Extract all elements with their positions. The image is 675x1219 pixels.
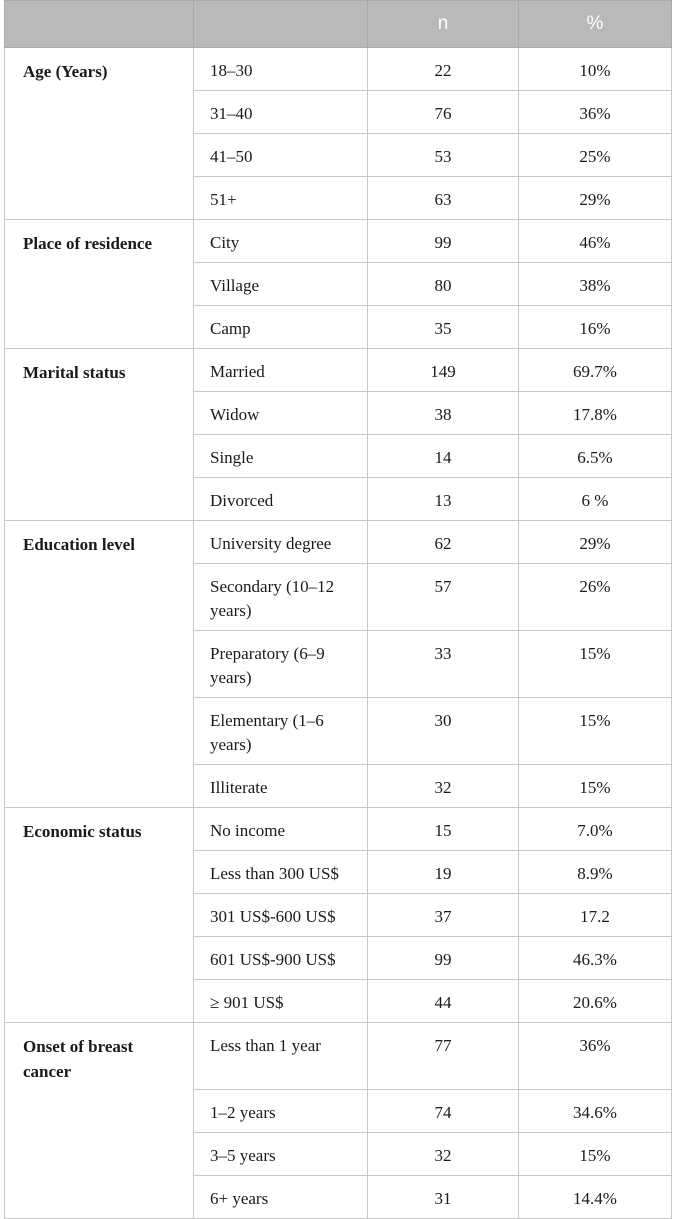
group-label: Age (Years) — [5, 48, 194, 220]
category-cell: University degree — [194, 521, 368, 564]
n-cell: 63 — [368, 177, 519, 220]
n-cell: 44 — [368, 980, 519, 1023]
percent-cell: 36% — [519, 91, 672, 134]
table-row — [5, 1023, 672, 1090]
category-cell: Divorced — [194, 478, 368, 521]
header-group — [5, 1, 194, 48]
category-cell: 601 US$-900 US$ — [194, 937, 368, 980]
header-category — [194, 1, 368, 48]
demographics-table — [4, 0, 672, 1219]
category-cell: ≥ 901 US$ — [194, 980, 368, 1023]
n-cell: 15 — [368, 808, 519, 851]
category-cell: 41–50 — [194, 134, 368, 177]
category-cell: Preparatory (6–9 years) — [194, 631, 368, 698]
n-cell: 30 — [368, 698, 519, 765]
category-cell: Less than 1 year — [194, 1023, 368, 1090]
n-cell: 19 — [368, 851, 519, 894]
table-header-row — [5, 1, 672, 48]
n-cell: 149 — [368, 349, 519, 392]
category-cell: 301 US$-600 US$ — [194, 894, 368, 937]
n-cell: 31 — [368, 1176, 519, 1219]
category-cell: Elementary (1–6 years) — [194, 698, 368, 765]
n-cell: 38 — [368, 392, 519, 435]
percent-cell: 10% — [519, 48, 672, 91]
percent-cell: 17.2 — [519, 894, 672, 937]
percent-cell: 14.4% — [519, 1176, 672, 1219]
category-cell: City — [194, 220, 368, 263]
table-row — [5, 349, 672, 392]
header-n: n — [368, 1, 519, 48]
n-cell: 53 — [368, 134, 519, 177]
table-row — [5, 808, 672, 851]
category-cell: 6+ years — [194, 1176, 368, 1219]
percent-cell: 46% — [519, 220, 672, 263]
table-row — [5, 220, 672, 263]
n-cell: 32 — [368, 765, 519, 808]
header-percent: % — [519, 1, 672, 48]
percent-cell: 15% — [519, 698, 672, 765]
percent-cell: 36% — [519, 1023, 672, 1090]
n-cell: 35 — [368, 306, 519, 349]
n-cell: 22 — [368, 48, 519, 91]
table-row — [5, 521, 672, 564]
percent-cell: 6 % — [519, 478, 672, 521]
percent-cell: 16% — [519, 306, 672, 349]
n-cell: 99 — [368, 937, 519, 980]
group-label: Onset of breast cancer — [5, 1023, 194, 1219]
percent-cell: 6.5% — [519, 435, 672, 478]
percent-cell: 38% — [519, 263, 672, 306]
category-cell: Widow — [194, 392, 368, 435]
percent-cell: 34.6% — [519, 1090, 672, 1133]
group-label: Education level — [5, 521, 194, 808]
group-label: Economic status — [5, 808, 194, 1023]
category-cell: 1–2 years — [194, 1090, 368, 1133]
n-cell: 76 — [368, 91, 519, 134]
n-cell: 13 — [368, 478, 519, 521]
category-cell: Single — [194, 435, 368, 478]
percent-cell: 29% — [519, 521, 672, 564]
percent-cell: 8.9% — [519, 851, 672, 894]
n-cell: 14 — [368, 435, 519, 478]
percent-cell: 15% — [519, 1133, 672, 1176]
group-label: Place of residence — [5, 220, 194, 349]
n-cell: 74 — [368, 1090, 519, 1133]
group-label: Marital status — [5, 349, 194, 521]
percent-cell: 25% — [519, 134, 672, 177]
percent-cell: 15% — [519, 631, 672, 698]
category-cell: 18–30 — [194, 48, 368, 91]
percent-cell: 26% — [519, 564, 672, 631]
n-cell: 57 — [368, 564, 519, 631]
category-cell: Married — [194, 349, 368, 392]
n-cell: 80 — [368, 263, 519, 306]
percent-cell: 17.8% — [519, 392, 672, 435]
percent-cell: 69.7% — [519, 349, 672, 392]
n-cell: 77 — [368, 1023, 519, 1090]
percent-cell: 7.0% — [519, 808, 672, 851]
category-cell: Illiterate — [194, 765, 368, 808]
percent-cell: 29% — [519, 177, 672, 220]
percent-cell: 15% — [519, 765, 672, 808]
table-row — [5, 48, 672, 91]
category-cell: Less than 300 US$ — [194, 851, 368, 894]
category-cell: Camp — [194, 306, 368, 349]
percent-cell: 20.6% — [519, 980, 672, 1023]
n-cell: 33 — [368, 631, 519, 698]
n-cell: 37 — [368, 894, 519, 937]
category-cell: Secondary (10–12 years) — [194, 564, 368, 631]
category-cell: 3–5 years — [194, 1133, 368, 1176]
n-cell: 99 — [368, 220, 519, 263]
category-cell: No income — [194, 808, 368, 851]
n-cell: 32 — [368, 1133, 519, 1176]
category-cell: Village — [194, 263, 368, 306]
n-cell: 62 — [368, 521, 519, 564]
category-cell: 31–40 — [194, 91, 368, 134]
category-cell: 51+ — [194, 177, 368, 220]
percent-cell: 46.3% — [519, 937, 672, 980]
